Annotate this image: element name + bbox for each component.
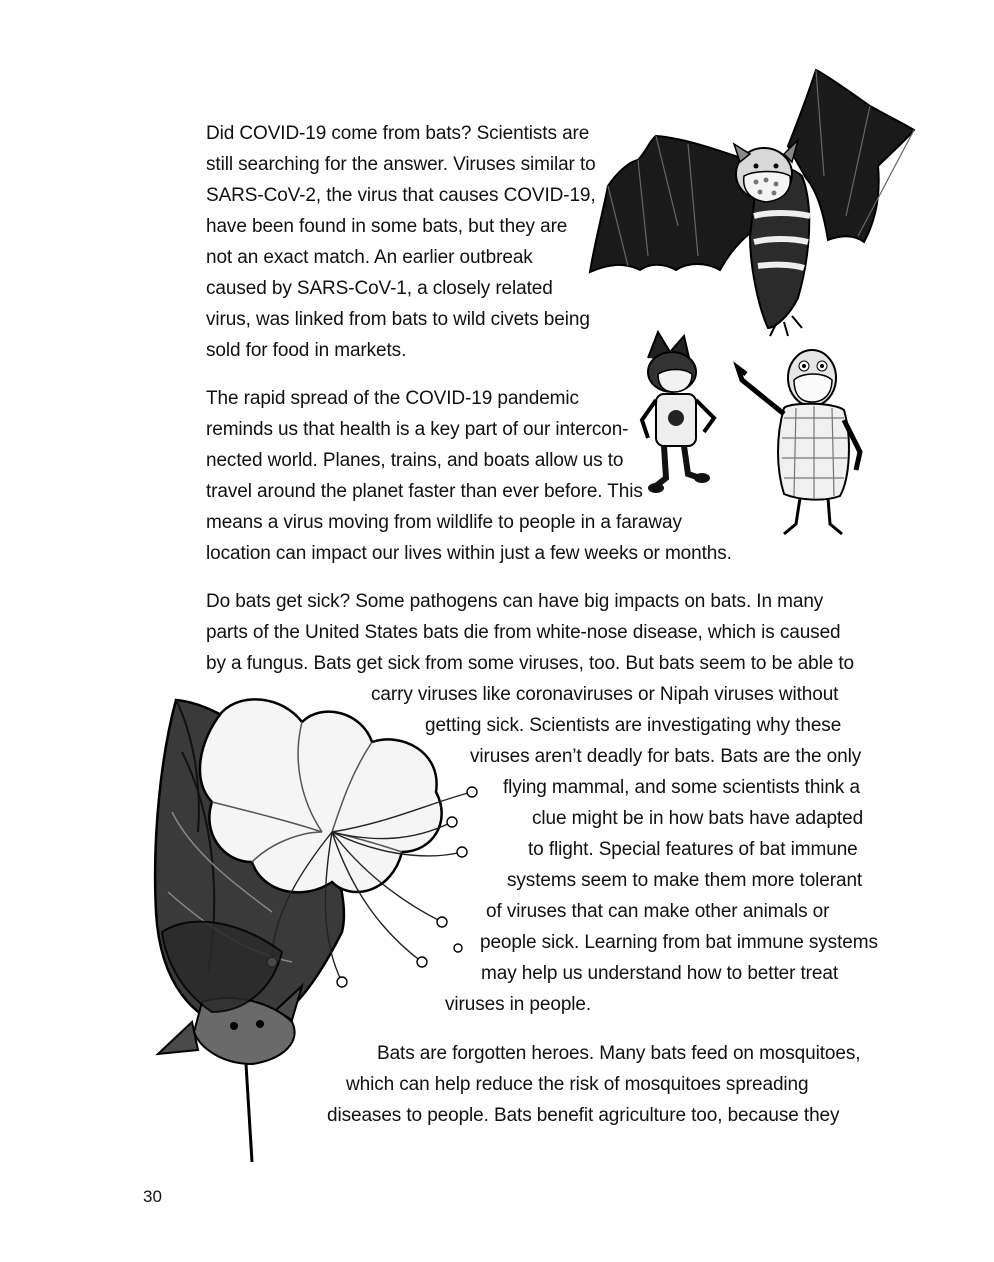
flying-bat-illustration [588, 66, 918, 338]
paragraph-1-line: still searching for the answer. Viruses similar to [206, 154, 596, 175]
paragraph-2-line: reminds us that health is a key part of our intercon- [206, 419, 629, 440]
paragraph-4-line: which can help reduce the risk of mosquitoes spreading [346, 1074, 809, 1095]
paragraph-4-line: Bats are forgotten heroes. Many bats feed on mosquitoes, [377, 1043, 861, 1064]
paragraph-3-line: viruses in people. [445, 994, 592, 1015]
paragraph-4-line: diseases to people. Bats benefit agriculture too, because they [327, 1105, 840, 1126]
paragraph-3-line: people sick. Learning from bat immune systems [480, 932, 878, 953]
paragraph-1-line: not an exact match. An earlier outbreak [206, 247, 533, 268]
paragraph-1-line: have been found in some bats, but they are [206, 216, 568, 237]
page-number: 30 [143, 1187, 162, 1206]
paragraph-3-line: of viruses that can make other animals or [486, 901, 830, 922]
cartoon-characters-illustration [634, 328, 870, 540]
paragraph-1-line: sold for food in markets. [206, 340, 407, 361]
paragraph-3-line: carry viruses like coronaviruses or Nipah viruses without [371, 684, 839, 705]
paragraph-2-line: The rapid spread of the COVID-19 pandemic [206, 388, 579, 409]
paragraph-1-line: virus, was linked from bats to wild civets being [206, 309, 590, 330]
paragraph-3-line: getting sick. Scientists are investigating why these [425, 715, 842, 736]
paragraph-2-line: nected world. Planes, trains, and boats allow us to [206, 450, 624, 471]
paragraph-1-line: caused by SARS-CoV-1, a closely related [206, 278, 553, 299]
paragraph-2-line: travel around the planet faster than ever before. This [206, 481, 643, 502]
paragraph-3-line: systems seem to make them more tolerant [507, 870, 863, 891]
paragraph-3-line: clue might be in how bats have adapted [532, 808, 864, 829]
paragraph-3-line: Do bats get sick? Some pathogens can have big impacts on bats. In many [206, 591, 824, 612]
paragraph-3-line: may help us understand how to better treat [481, 963, 839, 984]
paragraph-1-line: Did COVID-19 come from bats? Scientists are [206, 123, 590, 144]
paragraph-3-line: to flight. Special features of bat immune [528, 839, 858, 860]
paragraph-3-line: flying mammal, and some scientists think a [503, 777, 860, 798]
paragraph-3-line: parts of the United States bats die from white-nose disease, which is caused [206, 622, 841, 643]
paragraph-3-line: by a fungus. Bats get sick from some viruses, too. But bats seem to be able to [206, 653, 855, 674]
paragraph-2-line: means a virus moving from wildlife to people in a faraway [206, 512, 682, 533]
paragraph-3-line: viruses aren’t deadly for bats. Bats are the only [470, 746, 862, 767]
paragraph-1-line: SARS-CoV-2, the virus that causes COVID-19, [206, 185, 596, 206]
paragraph-2-line: location can impact our lives within just a few weeks or months. [206, 543, 732, 564]
